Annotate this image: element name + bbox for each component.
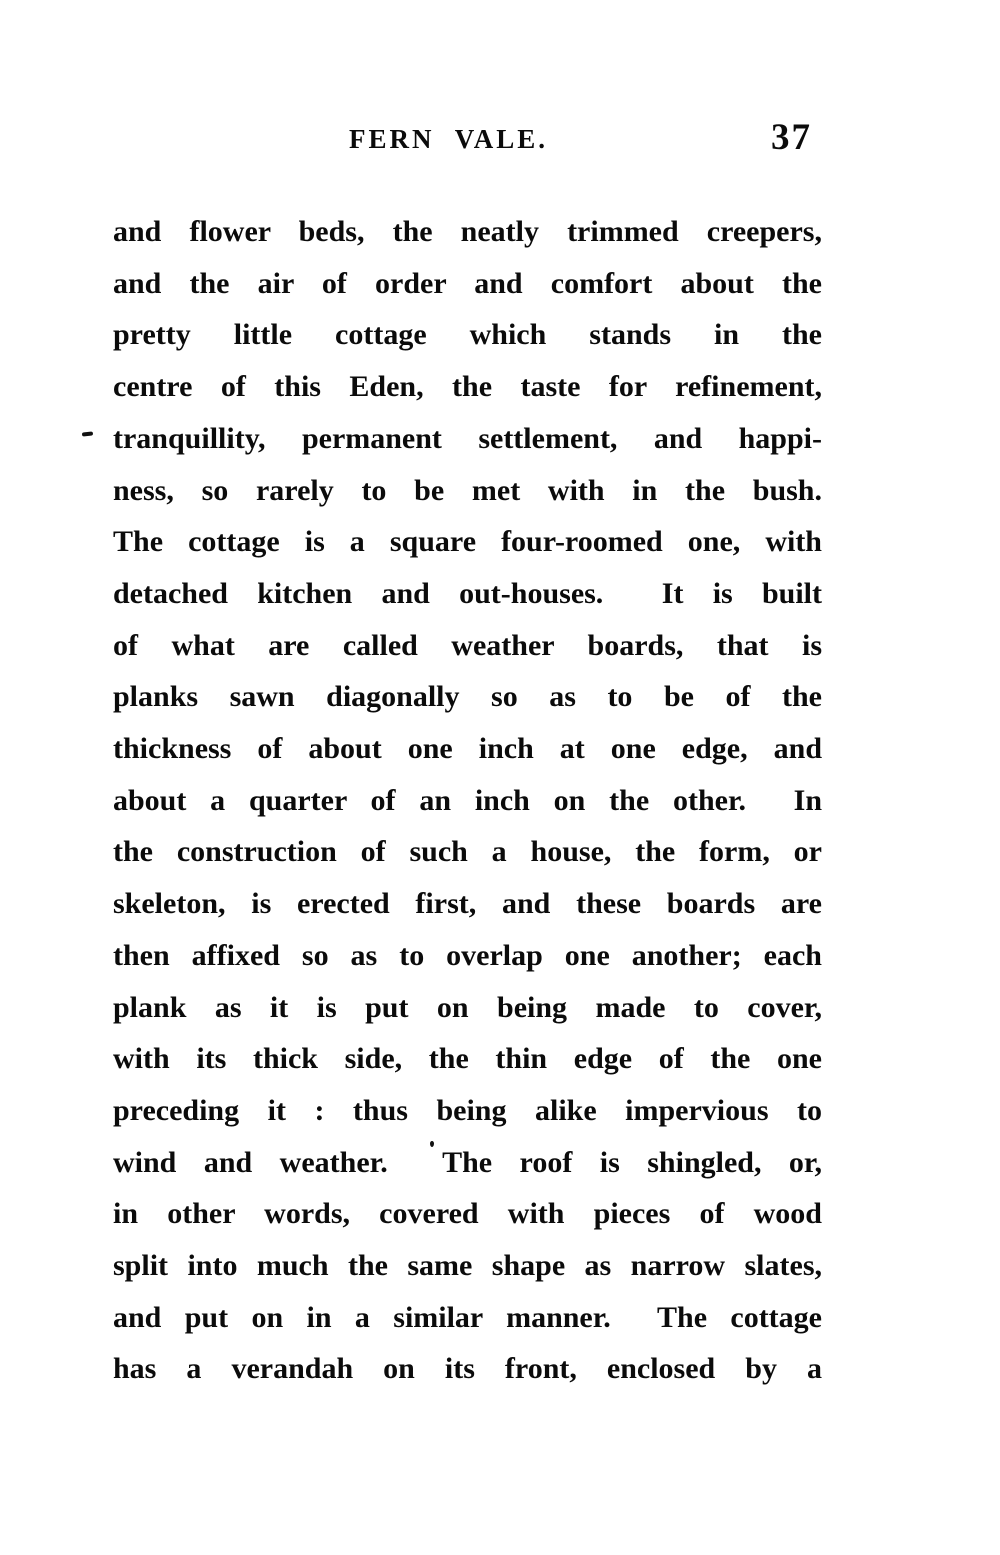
text-line: the construction of such a house, the form, or <box>113 835 822 869</box>
text-line: split into much the same shape as narrow slates, <box>113 1249 822 1283</box>
running-title: FERN VALE. <box>348 124 549 154</box>
text-line: about a quarter of an inch on the other. In <box>113 783 822 817</box>
text-line: tranquillity, permanent settlement, and happi- <box>113 421 822 455</box>
text-line: thickness of about one inch at one edge, and <box>113 732 822 766</box>
text-line: has a verandah on its front, enclosed by a <box>113 1352 822 1386</box>
margin-dash-mark <box>82 431 93 436</box>
text-line: then affixed so as to overlap one another; each <box>113 938 822 972</box>
text-line: centre of this Eden, the taste for refinement, <box>113 370 822 404</box>
text-line: wind and weather. The roof is shingled, or, <box>113 1145 822 1179</box>
text-line: detached kitchen and out-houses. It is built <box>113 576 822 610</box>
page-header <box>113 118 822 164</box>
text-line: preceding it : thus being alike impervious to <box>113 1093 822 1127</box>
text-line: of what are called weather boards, that is <box>113 628 822 662</box>
text-line: plank as it is put on being made to cover, <box>113 990 822 1024</box>
page-number: 37 <box>771 117 812 158</box>
body-text <box>113 206 822 1395</box>
text-line: ness, so rarely to be met with in the bush. <box>113 473 822 507</box>
text-line: The cottage is a square four-roomed one, with <box>113 525 822 559</box>
text-line: and the air of order and comfort about the <box>113 266 822 300</box>
text-line: with its thick side, the thin edge of the one <box>113 1042 822 1076</box>
text-line: pretty little cottage which stands in the <box>113 318 822 352</box>
text-line: and put on in a similar manner. The cottage <box>113 1300 822 1334</box>
text-line: in other words, covered with pieces of wood <box>113 1197 822 1231</box>
text-line: and flower beds, the neatly trimmed creepers, <box>113 215 822 248</box>
text-line: skeleton, is erected first, and these boards are <box>113 887 822 921</box>
text-line: planks sawn diagonally so as to be of the <box>113 680 822 714</box>
